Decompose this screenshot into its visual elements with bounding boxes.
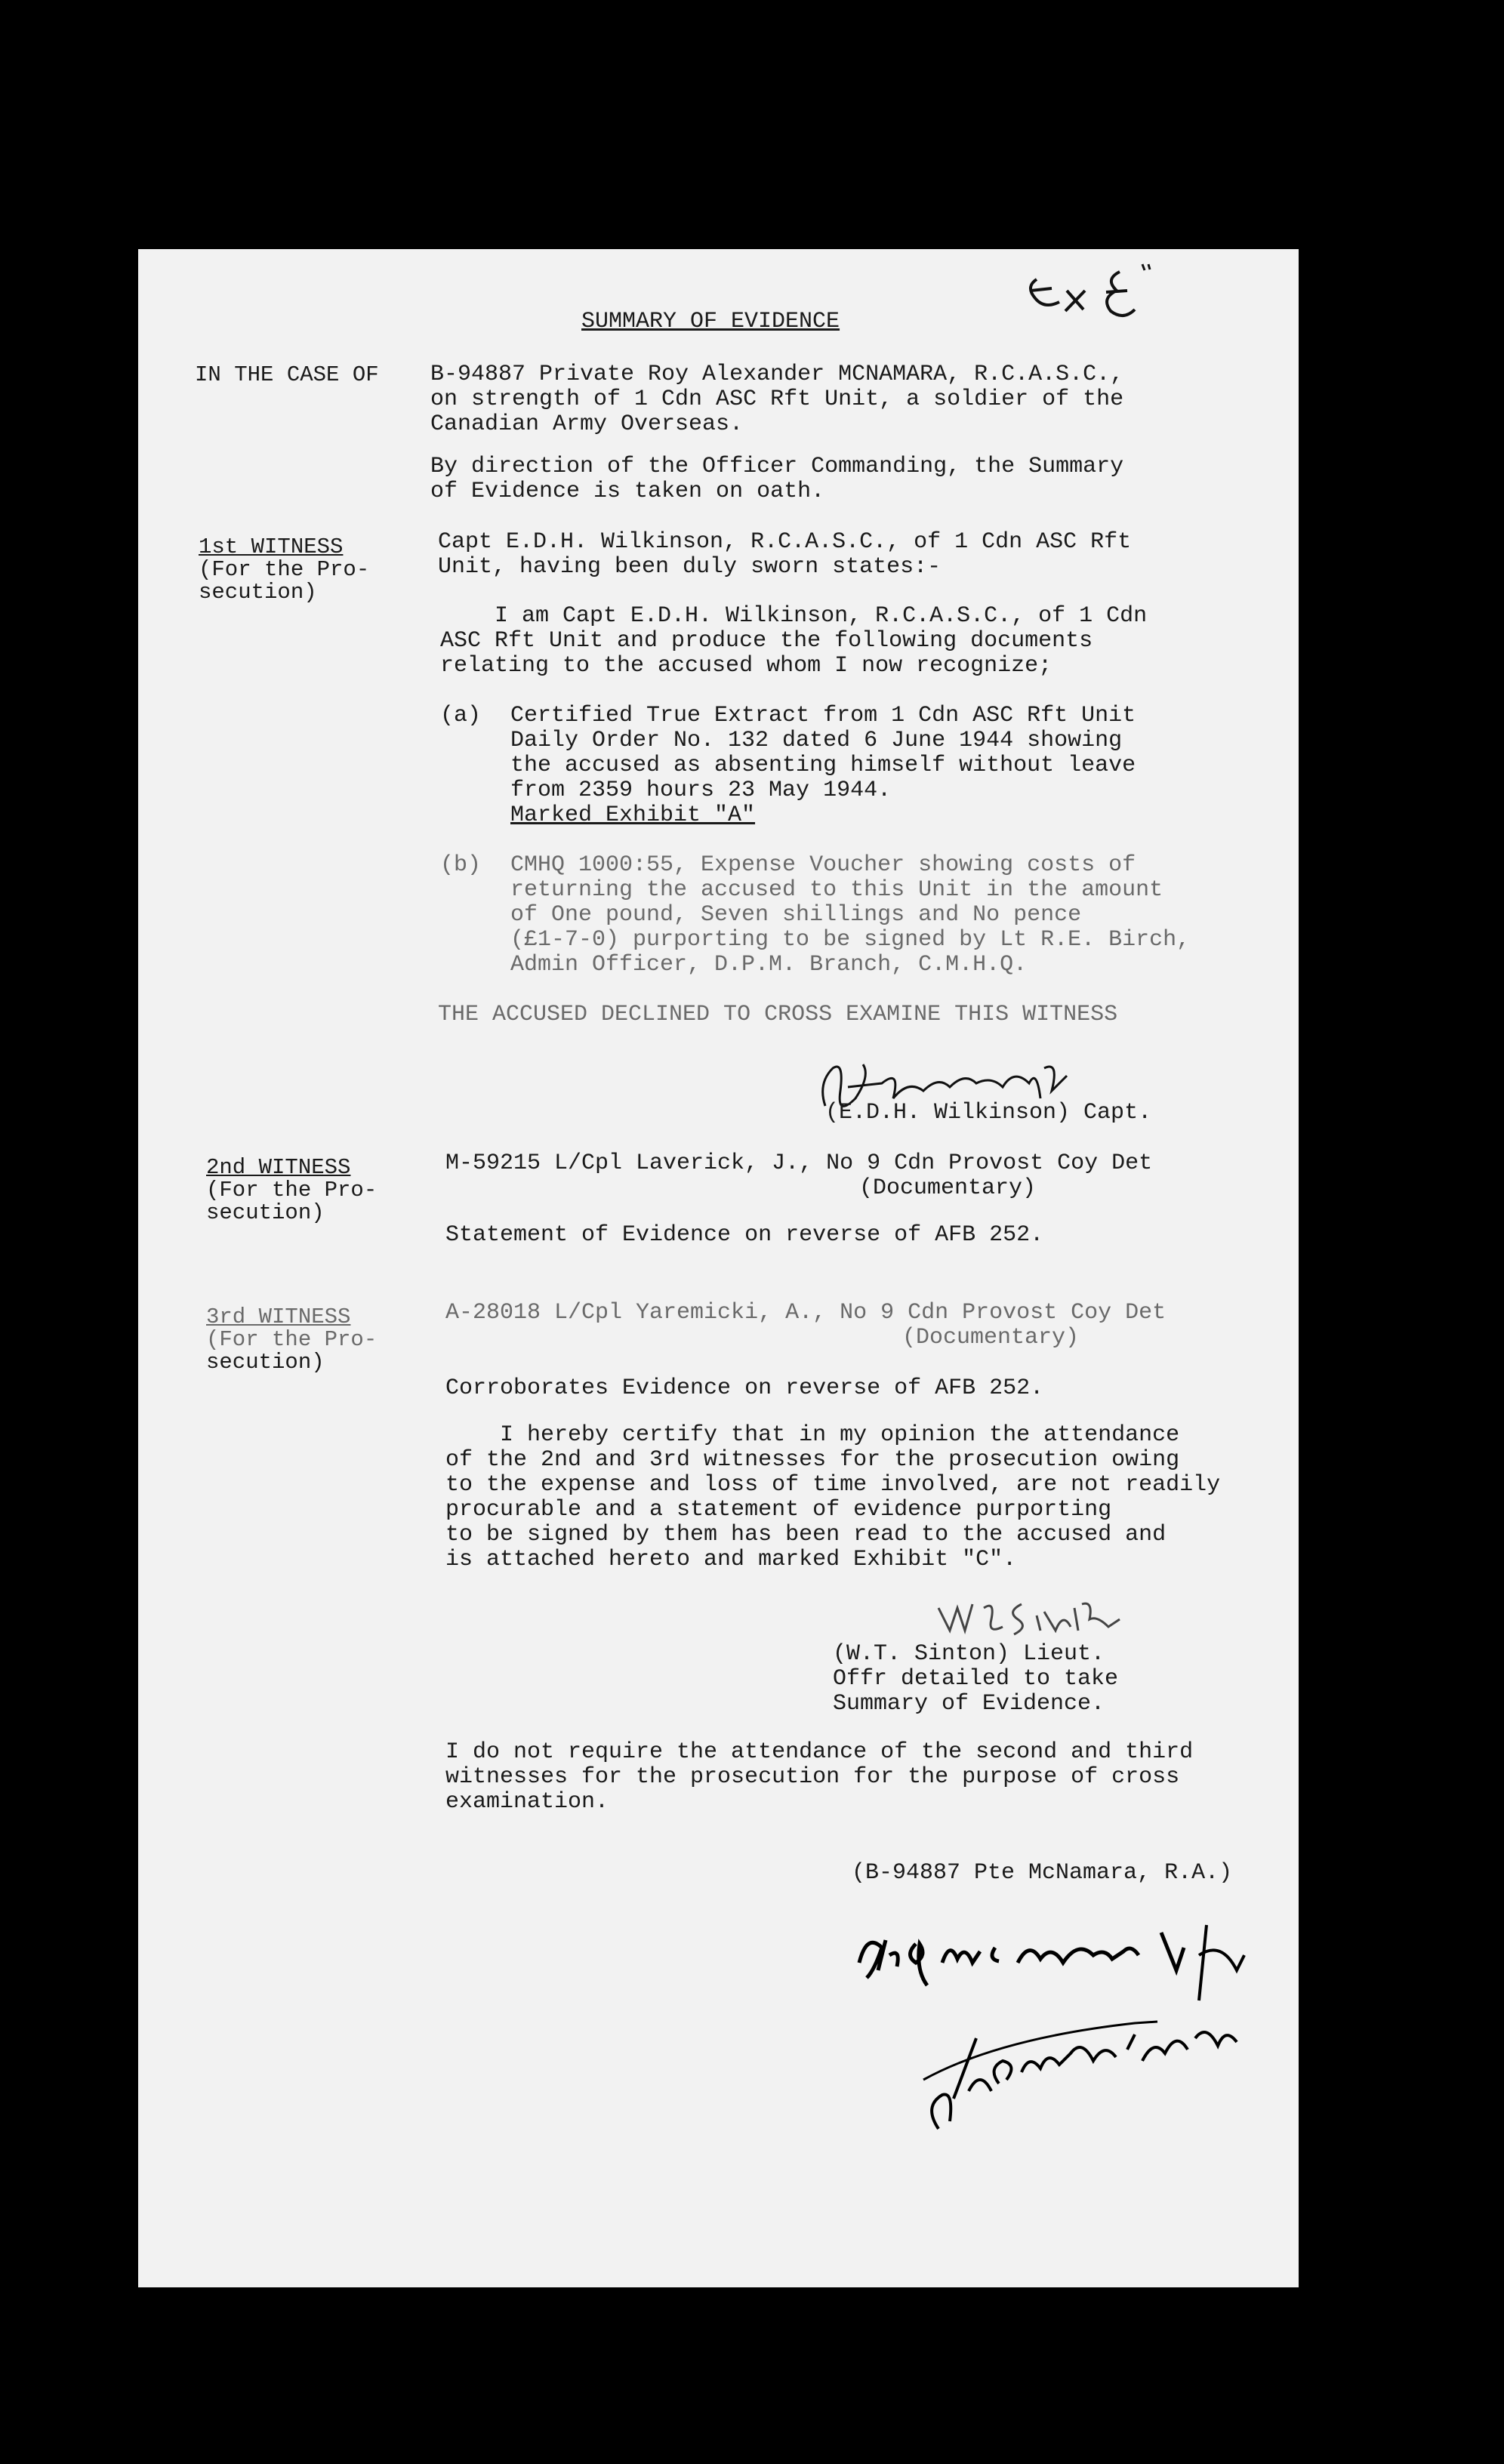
item-a-exhibit: Marked Exhibit "A" [510, 802, 756, 828]
witness1-intro-1: Capt E.D.H. Wilkinson, R.C.A.S.C., of 1 Cdn ASC Rft [438, 529, 1132, 555]
accused-statement-3: examination. [445, 1789, 609, 1815]
case-text-1: B-94887 Private Roy Alexander MCNAMARA, R.C.A.S.C., [430, 362, 1124, 387]
president-signature-ink-icon [908, 2008, 1271, 2136]
item-a-2: Daily Order No. 132 dated 6 June 1944 showing [510, 728, 1123, 753]
item-a-3: the accused as absenting himself without leave [510, 753, 1136, 778]
certification-4: procurable and a statement of evidence purporting [445, 1497, 1112, 1523]
accused-statement-2: witnesses for the prosecution for the purpose of cross [445, 1764, 1180, 1790]
witness2-label-sub-2: secution) [206, 1200, 325, 1225]
witness2-label-sub-1: (For the Pro- [206, 1178, 378, 1203]
item-b-5: Admin Officer, D.P.M. Branch, C.M.H.Q. [510, 952, 1028, 978]
case-text-2: on strength of 1 Cdn ASC Rft Unit, a soldier of the [430, 387, 1124, 412]
direction-text-1: By direction of the Officer Commanding, the Summary [430, 454, 1124, 479]
certification-2: of the 2nd and 3rd witnesses for the prosecution owing [445, 1447, 1180, 1473]
document-title: SUMMARY OF EVIDENCE [581, 309, 840, 334]
witness2-statement: Statement of Evidence on reverse of AFB 252. [445, 1222, 1044, 1248]
witness1-signature-block: (E.D.H. Wilkinson) Capt. [825, 1100, 1152, 1126]
witness3-statement: Corroborates Evidence on reverse of AFB 252. [445, 1375, 1044, 1401]
item-b-4: (£1-7-0) purporting to be signed by Lt R.E. Birch, [510, 927, 1191, 953]
document-page [138, 249, 1299, 2287]
certification-6: is attached hereto and marked Exhibit "C". [445, 1547, 1017, 1572]
item-a-marker: (a) [440, 703, 482, 728]
sinton-signature-ink-icon [931, 1585, 1157, 1646]
item-a-4: from 2359 hours 23 May 1944. [510, 778, 892, 803]
witness3-label-sub-1: (For the Pro- [206, 1327, 378, 1352]
certification-3: to the expense and loss of time involved, are not readily [445, 1472, 1221, 1498]
certification-5: to be signed by them has been read to the accused and [445, 1522, 1167, 1548]
item-b-2: returning the accused to this Unit in the amount [510, 877, 1163, 903]
witness1-statement-2: ASC Rft Unit and produce the following documents [440, 628, 1093, 654]
certification-1: I hereby certify that in my opinion the attendance [445, 1422, 1180, 1448]
witness1-label: 1st WITNESS [199, 534, 344, 559]
witness2-label: 2nd WITNESS [206, 1155, 351, 1180]
accused-signature [844, 1910, 1297, 2019]
annotation-ink-icon [1022, 257, 1157, 325]
accused-block: (B-94887 Pte McNamara, R.A.) [852, 1860, 1233, 1886]
officer-block-3: Summary of Evidence. [833, 1691, 1105, 1717]
accused-statement-1: I do not require the attendance of the second and third [445, 1739, 1194, 1765]
witness1-intro-2: Unit, having been duly sworn states:- [438, 554, 942, 580]
witness3-line: A-28018 L/Cpl Yaremicki, A., No 9 Cdn Provost Coy Det [445, 1300, 1167, 1326]
witness1-statement-3: relating to the accused whom I now recognize; [440, 653, 1052, 679]
witness2-line: M-59215 L/Cpl Laverick, J., No 9 Cdn Provost Coy Det [445, 1150, 1153, 1176]
witness3-label: 3rd WITNESS [206, 1304, 351, 1329]
item-b-1: CMHQ 1000:55, Expense Voucher showing costs of [510, 852, 1136, 878]
witness1-label-sub-2: secution) [199, 580, 317, 605]
case-text-3: Canadian Army Overseas. [430, 411, 744, 437]
witness1-declined: THE ACCUSED DECLINED TO CROSS EXAMINE THIS WITNESS [438, 1002, 1118, 1027]
item-a-1: Certified True Extract from 1 Cdn ASC Rft Unit [510, 703, 1136, 728]
accused-signature-ink-icon [844, 1910, 1297, 2016]
item-b-marker: (b) [440, 852, 482, 878]
officer-block-2: Offr detailed to take [833, 1666, 1119, 1692]
witness3-note: (Documentary) [902, 1325, 1080, 1351]
president-signature [908, 2008, 1271, 2140]
direction-text-2: of Evidence is taken on oath. [430, 479, 825, 504]
case-label: IN THE CASE OF [195, 362, 379, 387]
item-b-3: of One pound, Seven shillings and No pence [510, 902, 1082, 928]
officer-block-1: (W.T. Sinton) Lieut. [833, 1641, 1105, 1667]
sinton-signature [931, 1585, 1157, 1649]
handwritten-annotation [1022, 257, 1157, 328]
witness1-label-sub-1: (For the Pro- [199, 557, 370, 582]
witness1-statement-1: I am Capt E.D.H. Wilkinson, R.C.A.S.C., of 1 Cdn [440, 603, 1148, 629]
witness3-label-sub-2: secution) [206, 1350, 325, 1375]
witness2-note: (Documentary) [859, 1175, 1037, 1201]
